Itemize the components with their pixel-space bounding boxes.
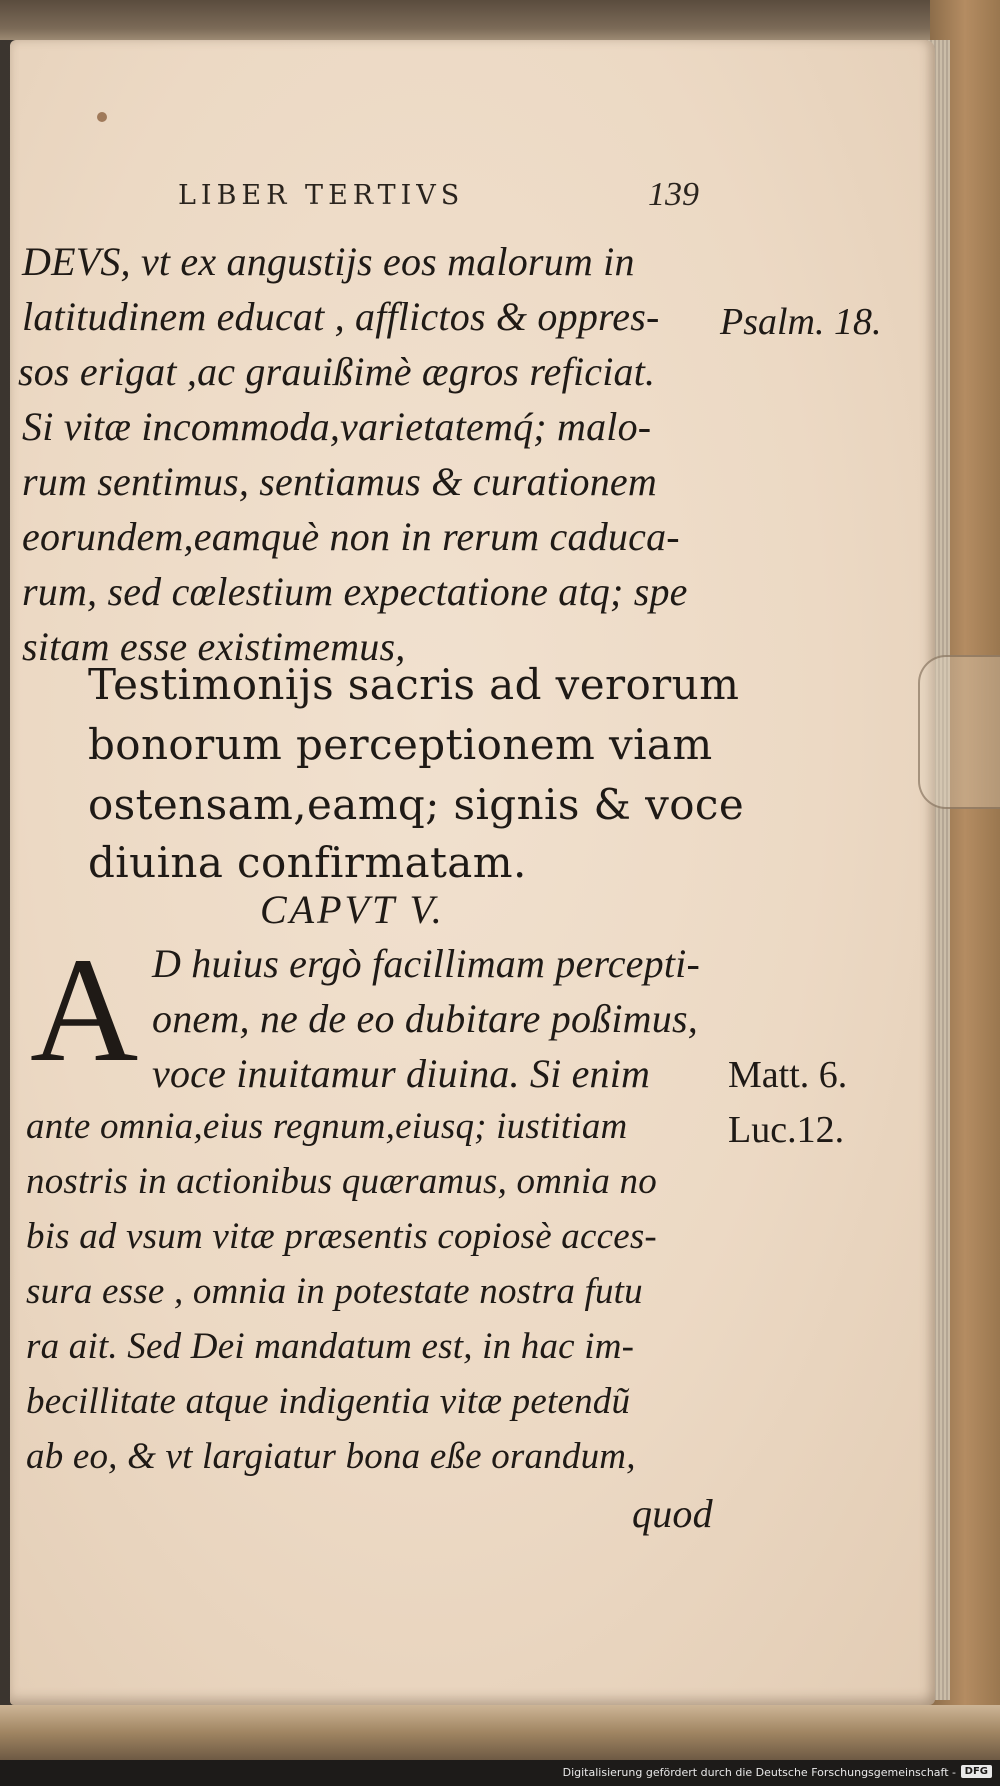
body-line: sos erigat ,ac grauißimè ægros reficiat. — [18, 349, 656, 394]
chapter-line: becillitate atque indigentia vitæ petendũ — [26, 1381, 631, 1422]
chapter-line: ra ait. Sed Dei mandatum est, in hac im- — [26, 1326, 635, 1367]
page-clip — [918, 655, 1000, 809]
summary-line: diuina confirmatam. — [88, 838, 527, 887]
body-line: Si vitæ incommoda,varietatemq́; malo- — [22, 404, 652, 449]
dfg-logo-icon: DFG — [961, 1765, 992, 1778]
chapter-line: onem, ne de eo dubitare poßimus, — [152, 996, 698, 1041]
chapter-line: bis ad vsum vitæ præsentis copiosè acces- — [26, 1216, 657, 1257]
summary-line: Testimonijs sacris ad verorum — [88, 660, 740, 709]
marginal-note-matt: Matt. 6. — [728, 1054, 848, 1096]
body-line: DEVS, vt ex angustijs eos malorum in — [22, 239, 635, 284]
chapter-line: sura esse , omnia in potestate nostra futu — [26, 1271, 643, 1312]
chapter-line: nostris in actionibus quæramus, omnia no — [26, 1161, 657, 1202]
chapter-heading: CAPVT V. — [260, 887, 445, 932]
marginal-note-psalm: Psalm. 18. — [720, 301, 882, 343]
chapter-line: ab eo, & vt largiatur bona eße orandum, — [26, 1436, 636, 1477]
body-line: eorundem,eamquè non in rerum caduca- — [22, 514, 680, 559]
summary-line: bonorum perceptionem viam — [88, 720, 713, 769]
body-line: rum sentimus, sentiamus & curationem — [22, 459, 657, 504]
chapter-line: D huius ergò facillimam percepti- — [152, 941, 700, 986]
drop-cap: A — [30, 927, 139, 1093]
summary-line: ostensam,eamq; signis & voce — [88, 780, 745, 829]
catchword: quod — [632, 1491, 713, 1536]
body-line: sitam esse existimemus, — [22, 624, 406, 669]
digitization-credit: Digitalisierung gefördert durch die Deutsche Forschungsgemeinschaft - — [562, 1766, 956, 1779]
page-number: 139 — [648, 176, 699, 213]
book-top-edge — [0, 0, 1000, 40]
body-line: latitudinem educat , afflictos & oppres- — [22, 294, 660, 339]
book-bottom-edge — [0, 1705, 1000, 1760]
chapter-line: voce inuitamur diuina. Si enim — [152, 1051, 651, 1096]
running-title: LIBER TERTIVS — [178, 180, 465, 211]
marginal-note-luc: Luc.12. — [728, 1109, 845, 1151]
body-line: rum, sed cœlestium expectatione atq; spe — [22, 569, 688, 614]
ink-stain — [97, 112, 107, 122]
chapter-line: ante omnia,eius regnum,eiusq; iustitiam — [26, 1106, 628, 1147]
